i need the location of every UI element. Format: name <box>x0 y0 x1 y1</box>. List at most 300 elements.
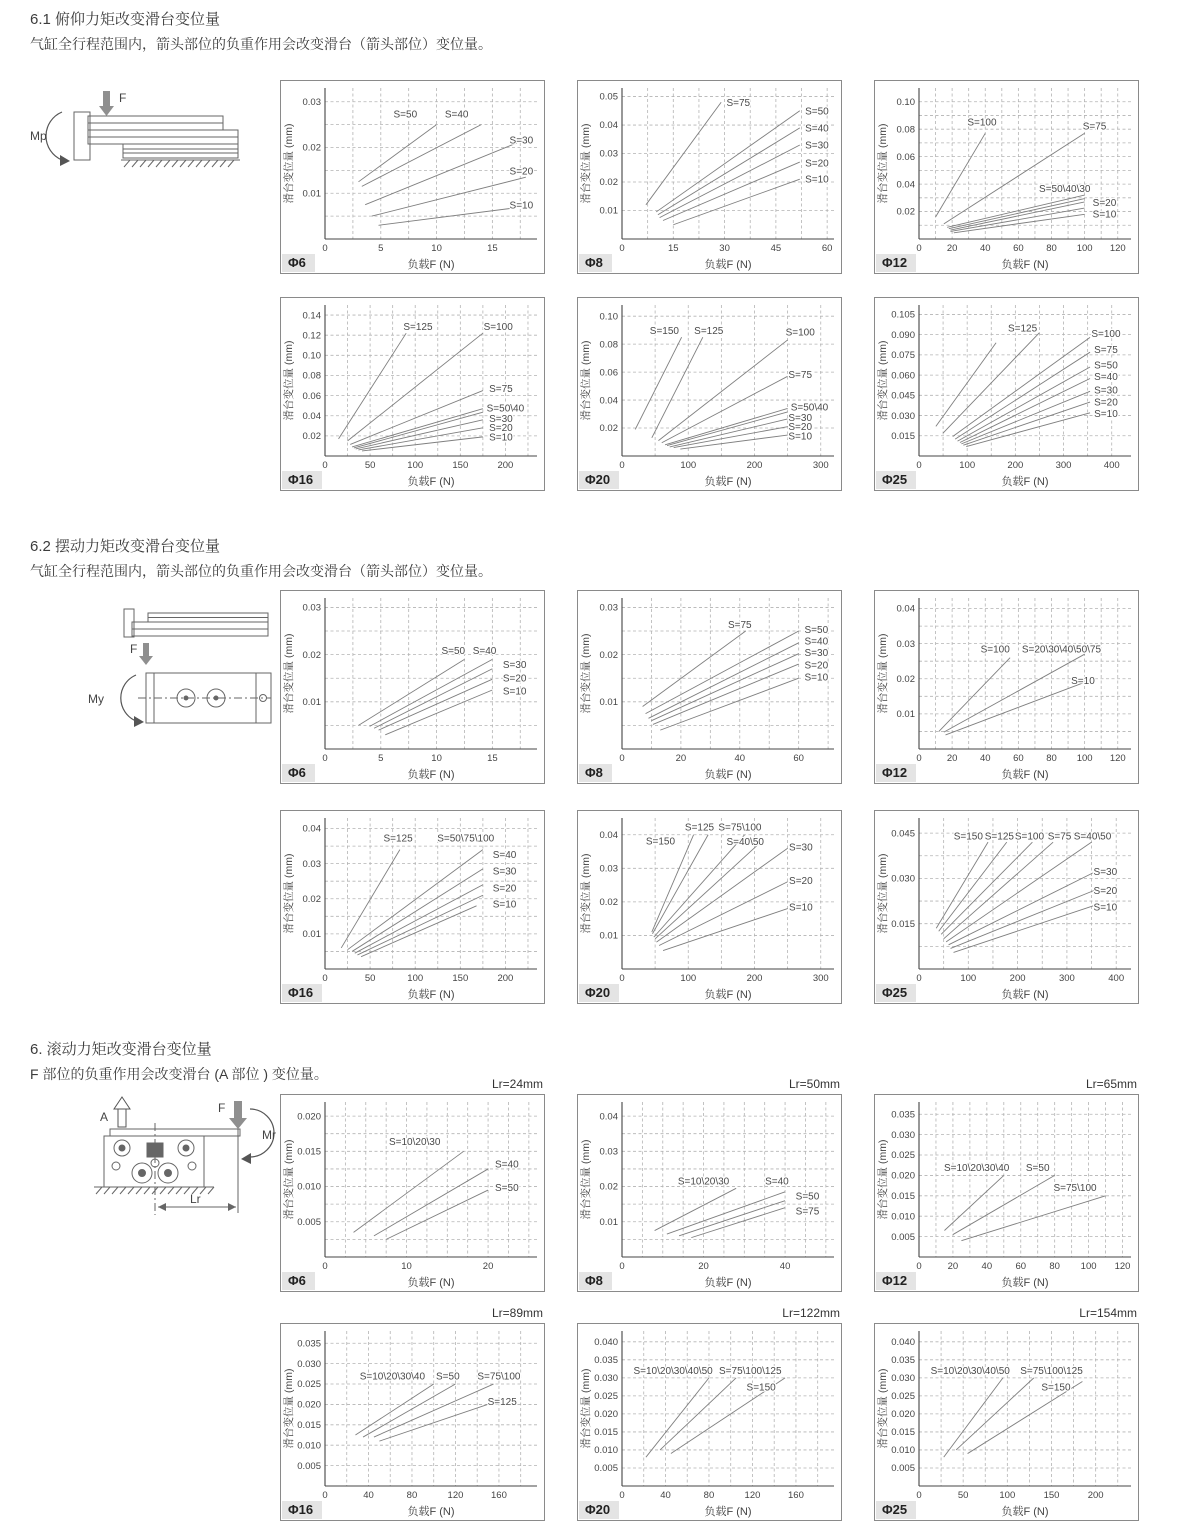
chart-svg <box>875 811 1138 1003</box>
series-line <box>379 679 493 730</box>
series-label: S=30 <box>502 660 527 672</box>
series-group <box>931 1366 1084 1457</box>
chart-svg <box>875 298 1138 490</box>
x-tick-label: 200 <box>1087 1490 1104 1501</box>
series-label: S=50 <box>495 1182 519 1194</box>
series-label: S=75 <box>795 1206 820 1218</box>
series-label: S=50 <box>805 106 829 118</box>
yaw-moment-diagram <box>58 603 273 753</box>
chart-box <box>577 1094 842 1292</box>
series-line <box>658 340 787 441</box>
y-tick-label: 0.020 <box>297 1111 321 1123</box>
x-tick-label: 0 <box>322 1490 328 1501</box>
y-tick-label: 0.10 <box>896 96 915 108</box>
y-axis-title: 滑台变位量 (mm) <box>283 853 295 934</box>
series-label: S=125 <box>487 1396 517 1408</box>
chart-box <box>280 590 545 784</box>
x-tick-label: 200 <box>1009 973 1026 984</box>
y-tick-label: 0.015 <box>297 1146 321 1158</box>
series-label: S=30 <box>492 866 517 878</box>
bore-size-badge: Φ8 <box>579 254 612 272</box>
series-label: S=20 <box>502 673 527 685</box>
y-tick-label: 0.005 <box>297 1460 321 1472</box>
pitch-moment-diagram <box>28 86 263 186</box>
y-tick-label: 0.010 <box>594 1445 618 1457</box>
series-label: S=75 <box>727 619 752 631</box>
x-tick-label: 200 <box>497 973 514 984</box>
x-tick-label: 80 <box>1046 753 1057 764</box>
series-label: S=50 <box>441 645 466 657</box>
series-line <box>362 125 481 187</box>
y-axis-title: 滑台变位量 (mm) <box>877 1368 889 1449</box>
axes <box>919 1331 1131 1486</box>
x-tick-label: 300 <box>812 973 829 984</box>
chart-box <box>280 297 545 491</box>
series-line <box>646 631 799 714</box>
series-line <box>663 162 800 220</box>
x-tick-label: 100 <box>1076 243 1093 254</box>
y-axis-title: 滑台变位量 (mm) <box>283 1139 295 1220</box>
series-label: S=30 <box>1093 866 1118 878</box>
series-label: S=50\40 <box>486 403 525 415</box>
series-label: S=50 <box>436 1371 460 1383</box>
chart-Φ6 <box>280 590 545 784</box>
series-label: S=50\40 <box>790 402 829 414</box>
bore-size-badge: Φ20 <box>579 1501 619 1519</box>
series-label: S=20 <box>804 660 829 672</box>
x-axis-title: 负载F (N) <box>1001 259 1049 271</box>
series-label: S=20 <box>509 166 534 178</box>
lr-dimension-label: Lr=154mm <box>1079 1306 1137 1320</box>
x-tick-label: 0 <box>619 243 625 254</box>
chart-box <box>577 1323 842 1521</box>
chart-box <box>280 810 545 1004</box>
x-axis-title: 负载F (N) <box>1001 989 1049 1001</box>
series-line <box>949 872 1094 944</box>
chart-svg <box>875 591 1138 783</box>
x-tick-label: 80 <box>1046 243 1057 254</box>
chart-svg <box>578 81 841 273</box>
y-tick-label: 0.04 <box>599 1111 618 1123</box>
x-tick-label: 50 <box>957 1490 969 1501</box>
chart-Φ12 <box>874 80 1139 274</box>
series-label: S=40 <box>804 636 829 648</box>
section-heading: 6.2 摆动力矩改变滑台变位量 <box>30 538 221 555</box>
chart-Φ8 <box>577 1076 842 1292</box>
series-label: S=40 <box>472 645 497 657</box>
gridlines <box>919 1102 1131 1257</box>
chart-svg <box>578 298 841 490</box>
dim-label: Lr <box>190 1192 201 1206</box>
y-tick-label: 0.075 <box>891 350 915 362</box>
x-tick-label: 0 <box>916 1490 922 1501</box>
series-label: S=30 <box>789 842 813 854</box>
y-tick-label: 0.08 <box>896 124 915 136</box>
y-tick-label: 0.035 <box>891 1109 915 1121</box>
chart-box <box>874 1094 1139 1292</box>
chart-svg <box>578 591 841 783</box>
x-axis-title: 负载F (N) <box>1001 1277 1049 1289</box>
chart-box <box>874 590 1139 784</box>
chart-box <box>874 297 1139 491</box>
x-tick-label: 100 <box>680 973 697 984</box>
series-group <box>358 110 533 226</box>
chart-svg <box>281 298 544 490</box>
x-tick-label: 0 <box>322 243 328 254</box>
x-tick-label: 100 <box>407 973 424 984</box>
bore-size-badge: Φ16 <box>282 471 322 489</box>
y-tick-label: 0.010 <box>891 1445 915 1457</box>
series-label: S=40 <box>765 1176 789 1188</box>
series-label: S=30 <box>805 140 829 152</box>
moment-label: My <box>88 692 104 706</box>
bore-size-badge: Φ6 <box>282 1272 315 1290</box>
series-group <box>358 646 526 735</box>
series-label: S=150 <box>645 836 676 848</box>
series-line <box>691 1208 785 1238</box>
y-tick-label: 0.030 <box>891 1129 915 1141</box>
y-tick-label: 0.02 <box>599 897 618 909</box>
chart-Φ6 <box>280 1076 545 1292</box>
x-axis-title: 负载F (N) <box>704 476 752 488</box>
series-label: S=100 <box>980 644 1010 656</box>
x-tick-label: 10 <box>431 243 442 254</box>
series-group <box>355 1371 520 1441</box>
y-tick-label: 0.015 <box>594 1427 618 1439</box>
y-axis-title: 滑台变位量 (mm) <box>877 340 889 421</box>
series-line <box>679 1201 785 1236</box>
series-label: S=10 <box>789 902 813 914</box>
series-group <box>936 324 1121 447</box>
series-label: S=10 <box>509 200 534 212</box>
cylinder-side-view <box>124 609 268 637</box>
x-tick-label: 50 <box>364 460 376 471</box>
force-arrow-icon <box>229 1101 247 1129</box>
series-line <box>379 1404 490 1442</box>
axes <box>622 88 834 239</box>
series-line <box>652 337 703 438</box>
y-tick-label: 0.005 <box>891 1231 915 1243</box>
series-line <box>652 835 694 932</box>
x-tick-label: 20 <box>946 753 958 764</box>
x-axis-title: 负载F (N) <box>407 769 455 781</box>
series-label: S=75 <box>1094 345 1118 357</box>
x-axis-title: 负载F (N) <box>704 769 752 781</box>
series-label: S=10\20\30\40\50 <box>633 1366 713 1378</box>
y-axis-title: 滑台变位量 (mm) <box>877 123 889 204</box>
series-line <box>646 1378 709 1457</box>
x-tick-label: 0 <box>916 973 922 984</box>
y-tick-label: 0.025 <box>891 1150 915 1162</box>
series-label: S=30 <box>509 135 534 147</box>
series-label: S=20\30\40\50\75 <box>1021 644 1102 656</box>
series-label: S=75\100 <box>477 1371 521 1383</box>
y-tick-label: 0.02 <box>599 1181 618 1193</box>
y-tick-label: 0.010 <box>297 1181 321 1193</box>
x-tick-label: 0 <box>916 243 922 254</box>
bore-size-badge: Φ8 <box>579 1272 612 1290</box>
series-label: S=75\100\125 <box>719 1366 782 1378</box>
series-label: S=125 <box>984 831 1014 843</box>
x-tick-label: 300 <box>1058 973 1075 984</box>
x-tick-label: 100 <box>1080 1261 1097 1272</box>
series-label: S=75\100 <box>1053 1183 1097 1195</box>
series-line <box>363 1384 455 1437</box>
x-tick-label: 0 <box>322 753 328 764</box>
bore-size-badge: Φ25 <box>876 471 916 489</box>
roll-moment-diagram <box>52 1093 277 1243</box>
x-axis-title: 负载F (N) <box>1001 476 1049 488</box>
y-tick-label: 0.03 <box>599 1146 618 1158</box>
moment-arc-icon <box>121 675 144 727</box>
x-tick-label: 150 <box>452 460 469 471</box>
series-line <box>370 659 493 726</box>
series-label: S=10 <box>1094 408 1118 420</box>
x-axis-title: 负载F (N) <box>407 989 455 1001</box>
series-label: S=75 <box>1082 121 1107 133</box>
chart-box <box>577 80 842 274</box>
x-axis-title: 负载F (N) <box>407 476 455 488</box>
chart-box <box>577 297 842 491</box>
y-tick-label: 0.090 <box>891 329 915 341</box>
series-label: S=30 <box>788 412 813 424</box>
series-label: S=100 <box>1014 831 1045 843</box>
x-tick-label: 60 <box>1013 243 1024 254</box>
series-line <box>357 895 482 955</box>
x-tick-label: 0 <box>916 1261 922 1272</box>
y-axis-title: 滑台变位量 (mm) <box>580 1139 592 1220</box>
y-axis-title: 滑台变位量 (mm) <box>283 1368 295 1449</box>
chart-box <box>874 810 1139 1004</box>
y-tick-label: 0.015 <box>297 1420 321 1432</box>
series-label: S=10 <box>489 432 513 444</box>
series-group <box>646 822 813 950</box>
x-tick-label: 40 <box>981 1261 993 1272</box>
series-label: S=150 <box>746 1382 776 1394</box>
x-tick-label: 200 <box>746 460 763 471</box>
x-tick-label: 100 <box>1076 753 1093 764</box>
x-tick-label: 40 <box>660 1490 671 1501</box>
y-tick-label: 0.02 <box>302 431 321 443</box>
x-tick-label: 120 <box>744 1490 761 1501</box>
chart-Φ12 <box>874 1076 1139 1292</box>
chart-svg <box>578 811 841 1003</box>
axes <box>622 1331 834 1486</box>
y-tick-label: 0.020 <box>594 1409 618 1421</box>
series-label: S=50 <box>393 109 418 121</box>
y-axis-title: 滑台变位量 (mm) <box>580 340 592 421</box>
y-tick-label: 0.005 <box>891 1463 915 1475</box>
series-line <box>944 133 1085 224</box>
y-tick-label: 0.02 <box>896 206 915 218</box>
x-tick-label: 400 <box>1108 973 1125 984</box>
series-label: S=50\40\30 <box>1039 183 1091 195</box>
x-tick-label: 80 <box>703 1490 715 1501</box>
series-line <box>365 143 517 205</box>
series-line <box>352 409 483 447</box>
x-axis-title: 负载F (N) <box>1001 769 1049 781</box>
chart-box <box>280 80 545 274</box>
x-tick-label: 80 <box>406 1490 418 1501</box>
chart-box <box>577 590 842 784</box>
series-line <box>939 658 1010 732</box>
series-label: S=100 <box>483 322 513 334</box>
x-tick-label: 50 <box>364 973 376 984</box>
y-tick-label: 0.045 <box>891 828 915 840</box>
x-tick-label: 20 <box>698 1261 709 1272</box>
x-axis-title: 负载F (N) <box>704 989 752 1001</box>
y-tick-label: 0.015 <box>891 430 915 442</box>
x-tick-label: 20 <box>946 243 958 254</box>
y-tick-label: 0.02 <box>302 142 321 154</box>
x-tick-label: 0 <box>322 1261 328 1272</box>
x-tick-label: 20 <box>947 1261 959 1272</box>
y-tick-label: 0.02 <box>302 649 321 661</box>
y-tick-label: 0.060 <box>891 370 915 382</box>
y-tick-label: 0.12 <box>302 330 321 342</box>
series-line <box>659 882 788 946</box>
series-line <box>966 413 1090 447</box>
series-label: S=150 <box>649 325 680 337</box>
y-tick-label: 0.01 <box>599 205 618 217</box>
y-tick-label: 0.08 <box>302 370 321 382</box>
series-line <box>944 654 1085 732</box>
chart-Φ16 <box>280 810 545 1004</box>
series-label: S=75 <box>489 384 513 396</box>
x-tick-label: 60 <box>1013 753 1024 764</box>
y-tick-label: 0.030 <box>594 1373 618 1385</box>
x-tick-label: 120 <box>447 1490 464 1501</box>
series-line <box>339 333 407 439</box>
y-tick-label: 0.025 <box>891 1391 915 1403</box>
x-tick-label: 300 <box>812 460 829 471</box>
series-label: S=20 <box>789 876 813 888</box>
y-tick-label: 0.02 <box>599 423 618 435</box>
section-subtitle: F 部位的负重作用会改变滑台 (A 部位 ) 变位量。 <box>30 1066 328 1082</box>
gridlines <box>919 598 1131 749</box>
y-tick-label: 0.03 <box>599 602 618 614</box>
series-label: S=20 <box>1094 397 1118 409</box>
series-label: S=10\20\30\40 <box>943 1163 1010 1175</box>
force-label: F <box>130 642 138 656</box>
y-tick-label: 0.025 <box>594 1391 618 1403</box>
y-tick-label: 0.04 <box>896 603 915 615</box>
series-line <box>936 133 986 217</box>
x-tick-label: 0 <box>322 973 328 984</box>
series-label: S=150 <box>953 831 983 843</box>
x-tick-label: 120 <box>1114 1261 1131 1272</box>
gridlines <box>622 88 834 239</box>
y-tick-label: 0.005 <box>594 1463 618 1475</box>
y-tick-label: 0.06 <box>599 367 618 379</box>
chart-Φ8 <box>577 80 842 274</box>
moment-arc-icon <box>46 112 70 166</box>
bore-size-badge: Φ25 <box>876 1501 916 1519</box>
x-tick-label: 300 <box>1055 460 1072 471</box>
lr-dimension-label: Lr=50mm <box>788 1077 840 1091</box>
y-tick-label: 0.035 <box>297 1338 321 1350</box>
series-label: S=10\20\30\40\50 <box>930 1366 1010 1378</box>
section-yaw-moment <box>0 535 1200 1015</box>
series-group <box>354 1137 520 1239</box>
x-tick-label: 0 <box>619 973 625 984</box>
x-tick-label: 100 <box>999 1490 1016 1501</box>
y-tick-label: 0.015 <box>891 1427 915 1439</box>
y-tick-label: 0.020 <box>891 1409 915 1421</box>
bore-size-badge: Φ20 <box>579 984 619 1002</box>
bore-size-badge: Φ20 <box>579 471 619 489</box>
chart-svg <box>578 1095 841 1291</box>
y-tick-label: 0.045 <box>891 390 915 402</box>
x-tick-label: 30 <box>719 243 730 254</box>
series-label: S=20 <box>489 423 513 435</box>
series-label: S=125 <box>684 822 715 834</box>
series-label: S=40 <box>495 1159 519 1171</box>
y-tick-label: 0.03 <box>896 638 915 650</box>
series-line <box>374 669 492 728</box>
y-tick-label: 0.040 <box>891 1337 915 1349</box>
y-tick-label: 0.005 <box>297 1216 321 1228</box>
series-line <box>946 682 1085 735</box>
force-label: F <box>119 91 127 105</box>
series-line <box>961 1196 1105 1241</box>
x-tick-label: 0 <box>322 460 328 471</box>
series-line <box>944 1378 1003 1457</box>
y-axis-title: 滑台变位量 (mm) <box>283 633 295 714</box>
y-tick-label: 0.01 <box>599 930 618 942</box>
x-tick-label: 160 <box>788 1490 804 1501</box>
y-tick-label: 0.03 <box>302 96 321 108</box>
chart-Φ6 <box>280 80 545 274</box>
series-label: S=50 <box>1025 1163 1050 1175</box>
series-label: S=125 <box>383 833 413 845</box>
series-group <box>936 832 1117 953</box>
x-tick-label: 120 <box>1109 243 1126 254</box>
y-axis-title: 滑台变位量 (mm) <box>580 1368 592 1449</box>
section-pitch-moment <box>0 8 1200 508</box>
y-tick-label: 0.035 <box>891 1355 915 1367</box>
x-tick-label: 120 <box>1109 753 1126 764</box>
series-label: S=20 <box>788 421 813 433</box>
series-line <box>379 208 515 225</box>
x-axis-title: 负载F (N) <box>1001 1506 1049 1518</box>
chart-box <box>874 1323 1139 1521</box>
y-tick-label: 0.025 <box>297 1379 321 1391</box>
x-tick-label: 0 <box>619 753 625 764</box>
y-tick-label: 0.03 <box>599 863 618 875</box>
x-axis-title: 负载F (N) <box>704 259 752 271</box>
series-label: S=50 <box>1094 360 1118 372</box>
x-axis-title: 负载F (N) <box>407 1277 455 1289</box>
a-arrow-icon <box>114 1097 130 1127</box>
x-tick-label: 60 <box>793 753 804 764</box>
chart-Φ12 <box>874 590 1139 784</box>
x-tick-label: 40 <box>979 243 991 254</box>
y-tick-label: 0.02 <box>896 673 915 685</box>
lr-dimension-label: Lr=65mm <box>1085 1077 1137 1091</box>
gridlines <box>325 1102 537 1257</box>
a-label: A <box>100 1110 109 1124</box>
series-line <box>954 906 1095 953</box>
series-label: S=75 <box>726 97 751 109</box>
y-tick-label: 0.06 <box>896 151 915 163</box>
series-group <box>341 833 517 956</box>
series-label: S=40\50 <box>726 837 764 849</box>
y-tick-label: 0.03 <box>302 602 321 614</box>
x-tick-label: 45 <box>770 243 782 254</box>
bore-size-badge: Φ25 <box>876 984 916 1002</box>
series-line <box>936 343 996 427</box>
